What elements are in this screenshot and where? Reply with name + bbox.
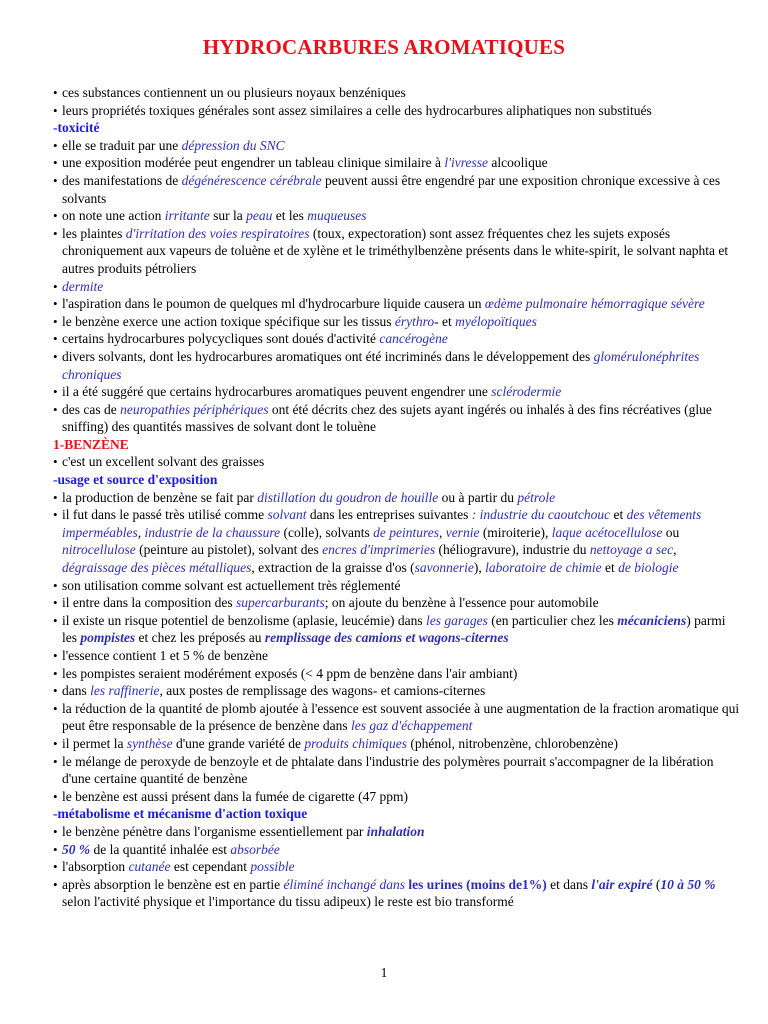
bullet-item: [53, 823, 743, 841]
bullet-item: [53, 295, 743, 313]
bullet-item: [53, 700, 743, 735]
bullet-item: [53, 682, 743, 700]
text-run: le benzène est aussi présent dans la fumée de cigarette (47 ppm): [62, 788, 408, 804]
text-run: il a été suggéré que certains hydrocarbures aromatiques peuvent engendrer une: [62, 384, 492, 400]
bullet-item: [53, 330, 743, 348]
text-run: (en particulier chez les: [487, 612, 618, 628]
text-run: est cependant: [170, 859, 251, 875]
text-run: et: [601, 560, 619, 576]
emphasized-text: d'irritation des voies respiratoires: [125, 225, 310, 241]
text-run: les pompistes seraient modérément exposés (< 4 ppm de benzène dans l'air ambiant): [62, 665, 518, 681]
section-heading: -usage et source d'exposition: [53, 472, 218, 488]
text-run: il fut dans le passé très utilisé comme: [62, 507, 268, 523]
emphasized-text: absorbée: [230, 841, 280, 857]
bullet-item: [53, 348, 743, 383]
emphasized-text: nettoyage a sec: [589, 542, 674, 558]
section-heading: 1-BENZÈNE: [53, 436, 129, 452]
emphasized-text: dermite: [62, 278, 104, 294]
bullet-item: [53, 489, 743, 507]
emphasized-text: distillation du goudron de houille: [257, 489, 439, 505]
emphasized-text: les urines (moins de1%): [408, 876, 547, 892]
text-run: le mélange de peroxyde de benzoyle et de phtalate dans l'industrie des polymères pourrait s'accompagner de la libération d'une certaine quantité de benzène: [62, 753, 714, 787]
bullet-item: [53, 207, 743, 225]
page-number: 1: [380, 965, 388, 980]
text-run: ,: [137, 524, 145, 540]
emphasized-text: : industrie du caoutchouc: [471, 507, 611, 523]
text-run: - et: [434, 313, 456, 329]
text-run: ) parmi les: [62, 612, 726, 646]
emphasized-text: industrie de la chaussure: [144, 524, 281, 540]
emphasized-text: vernie: [445, 524, 480, 540]
emphasized-text: pétrole: [517, 489, 556, 505]
text-run: sur la: [209, 208, 247, 224]
emphasized-text: œdème pulmonaire hémorragique sévère: [484, 296, 705, 312]
text-run: l'aspiration dans le poumon de quelques ml d'hydrocarbure liquide causera un: [62, 296, 485, 312]
text-run: c'est un excellent solvant des graisses: [62, 454, 265, 470]
emphasized-text: encres d'imprimeries: [322, 542, 436, 558]
emphasized-text: dégénérescence cérébrale: [181, 172, 322, 188]
emphasized-text: dégraissage des pièces métalliques: [62, 560, 252, 576]
emphasized-text: éliminé inchangé dans: [283, 876, 406, 892]
section-heading: -toxicité: [53, 120, 100, 136]
text-run: le benzène exerce une action toxique spécifique sur les tissus: [62, 313, 395, 329]
emphasized-text: nitrocellulose: [62, 542, 136, 558]
text-run: les plaintes: [62, 225, 126, 241]
emphasized-text: dépression du SNC: [181, 137, 285, 153]
bullet-item: [53, 788, 743, 806]
emphasized-text: inhalation: [366, 823, 425, 839]
emphasized-text: les raffinerie: [90, 683, 160, 699]
bullet-item: [53, 313, 743, 331]
text-run: divers solvants, dont les hydrocarbures aromatiques ont été incriminés dans le développement des: [62, 348, 594, 364]
text-run: des manifestations de: [62, 172, 182, 188]
text-run: et les: [272, 208, 308, 224]
bullet-item: [53, 577, 743, 595]
text-run: (: [652, 876, 661, 892]
emphasized-text: remplissage des camions et wagons-citernes: [264, 630, 509, 646]
text-run: il entre dans la composition des: [62, 595, 236, 611]
text-run: son utilisation comme solvant est actuellement très réglementé: [62, 577, 401, 593]
emphasized-text: les garages: [426, 612, 488, 628]
text-run: ou: [662, 524, 680, 540]
emphasized-text: des vêtements imperméables: [62, 507, 702, 540]
text-run: leurs propriétés toxiques générales sont assez similaires a celle des hydrocarbures aliphatiques non substitués: [62, 102, 652, 118]
text-run: dans: [62, 683, 91, 699]
bullet-item: [53, 594, 743, 612]
text-run: dans les entreprises suivantes: [306, 507, 472, 523]
text-run: et chez les préposés au: [135, 630, 265, 646]
text-run: elle se traduit par une: [62, 137, 182, 153]
text-run: la réduction de la quantité de plomb ajoutée à l'essence est souvent associée à une augmentation de la fraction aromatique qui peut être responsable de la présence de benzène dans: [62, 700, 740, 734]
text-run: il permet la: [62, 735, 127, 751]
emphasized-text: pompistes: [80, 630, 136, 646]
bullet-item: [53, 647, 743, 665]
text-run: d'une grande variété de: [172, 735, 305, 751]
emphasized-text: 50 %: [62, 841, 91, 857]
bullet-item: [53, 278, 743, 296]
emphasized-text: glomérulonéphrites chroniques: [62, 348, 700, 382]
bullet-item: [53, 876, 743, 911]
text-run: , aux postes de remplissage des wagons- et camions-citernes: [159, 683, 486, 699]
bullet-item: [53, 753, 743, 788]
emphasized-text: de peintures: [373, 524, 439, 540]
emphasized-text: de biologie: [618, 560, 679, 576]
text-run: et: [610, 507, 627, 523]
emphasized-text: les gaz d'échappement: [350, 718, 473, 734]
text-run: l'absorption: [62, 859, 129, 875]
emphasized-text: érythro: [394, 313, 435, 329]
text-run: (héliogravure), industrie du: [435, 542, 590, 558]
text-run: après absorption le benzène est en partie: [62, 876, 284, 892]
text-run: ,: [673, 542, 677, 558]
text-run: peuvent aussi être engendré par une exposition chronique excessive à ces solvants: [62, 172, 721, 206]
text-run: de la quantité inhalée est: [90, 841, 231, 857]
bullet-item: [53, 858, 743, 876]
emphasized-text: sclérodermie: [491, 384, 562, 400]
emphasized-text: l'ivresse: [444, 155, 488, 171]
bullet-item: [53, 137, 743, 155]
text-run: (peinture au pistolet), solvant des: [135, 542, 323, 558]
text-run: il existe un risque potentiel de benzolisme (aplasie, leucémie) dans: [62, 612, 427, 628]
emphasized-text: laque acétocellulose: [551, 524, 663, 540]
text-run: et dans: [546, 876, 592, 892]
bullet-item: [53, 665, 743, 683]
bullet-item: [53, 172, 743, 207]
text-run: ; on ajoute du benzène à l'essence pour automobile: [324, 595, 599, 611]
bullet-item: [53, 506, 743, 576]
bullet-item: [53, 154, 743, 172]
emphasized-text: muqueuses: [307, 208, 367, 224]
bullet-item: [53, 841, 743, 859]
bullet-item: [53, 453, 743, 471]
text-run: l'essence contient 1 et 5 % de benzène: [62, 648, 268, 663]
emphasized-text: peau: [246, 208, 273, 224]
text-run: (phénol, nitrobenzène, chlorobenzène): [406, 735, 618, 751]
text-run: (miroiterie),: [479, 524, 552, 540]
text-run: des cas de: [62, 401, 121, 417]
text-run: ou à partir du: [438, 489, 518, 505]
text-run: ces substances contiennent un ou plusieurs noyaux benzéniques: [62, 85, 406, 100]
bullet-item: [53, 225, 743, 278]
section-heading: -métabolisme et mécanisme d'action toxique: [53, 806, 308, 822]
emphasized-text: mécaniciens: [617, 612, 687, 628]
emphasized-text: possible: [250, 859, 295, 875]
text-run: , extraction de la graisse d'os (: [251, 560, 415, 576]
emphasized-text: supercarburants: [235, 595, 325, 611]
text-run: ont été décrits chez des sujets ayant ingérés ou inhalés à des fins récréatives (glue sniffing) des quantités massives de solvant dont le toluène: [62, 401, 712, 435]
text-run: le benzène pénètre dans l'organisme essentiellement par: [62, 823, 367, 839]
text-run: la production de benzène se fait par: [62, 489, 258, 505]
emphasized-text: 10 à 50 %: [660, 876, 716, 892]
emphasized-text: l'air expiré: [591, 876, 653, 892]
emphasized-text: laboratoire de chimie: [485, 560, 602, 576]
emphasized-text: produits chimiques: [304, 735, 407, 751]
text-run: ),: [473, 560, 486, 576]
text-run: alcoolique: [488, 155, 548, 171]
emphasized-text: myélopoïtiques: [455, 313, 537, 329]
text-run: ,: [438, 524, 446, 540]
emphasized-text: cancérogène: [379, 331, 448, 347]
document-body: [53, 84, 743, 911]
bullet-item: [53, 383, 743, 401]
text-run: une exposition modérée peut engendrer un tableau clinique similaire à: [62, 155, 445, 171]
bullet-item: [53, 84, 743, 102]
text-run: on note une action: [62, 208, 165, 224]
emphasized-text: solvant: [267, 507, 307, 523]
text-run: (toux, expectoration) sont assez fréquentes chez les sujets exposés chroniquement aux vapeurs de toluène et de xylène et le triméthylbenzène présents dans le white-spirit, le solvant naphta et autres produits pétroliers: [62, 225, 729, 276]
bullet-item: [53, 401, 743, 436]
bullet-item: [53, 735, 743, 753]
text-run: certains hydrocarbures polycycliques sont doués d'activité: [62, 331, 380, 347]
emphasized-text: irritante: [164, 208, 210, 224]
emphasized-text: synthèse: [126, 735, 173, 751]
text-run: selon l'activité physique et l'importance du tissu adipeux) le reste est bio transformé: [62, 894, 514, 910]
text-run: (colle), solvants: [280, 524, 374, 540]
emphasized-text: cutanée: [128, 859, 171, 875]
emphasized-text: neuropathies périphériques: [120, 401, 269, 417]
bullet-item: [53, 612, 743, 647]
bullet-item: [53, 102, 743, 120]
page-title: HYDROCARBURES AROMATIQUES: [202, 35, 566, 59]
emphasized-text: savonnerie: [414, 560, 474, 576]
